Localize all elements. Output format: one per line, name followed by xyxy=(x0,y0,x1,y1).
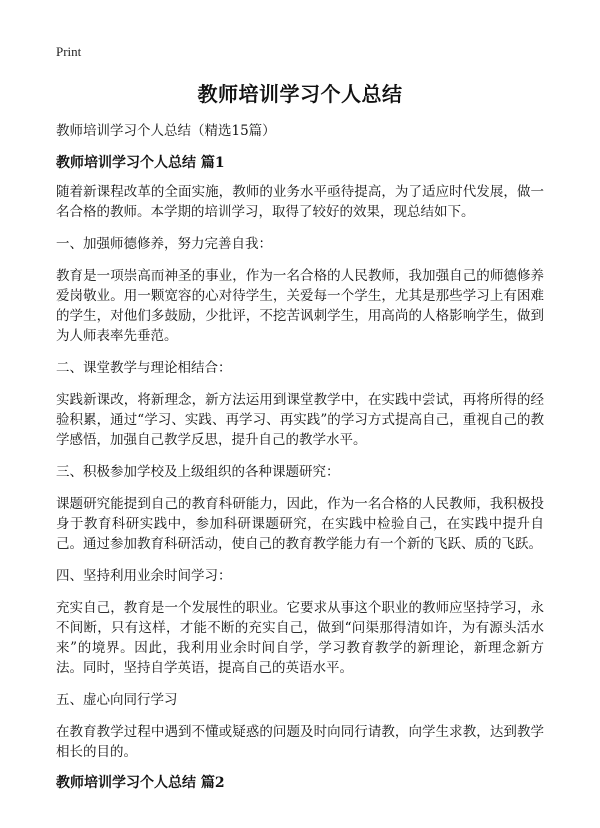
item-heading-1: 一、加强师德修养，努力完善自我： xyxy=(56,236,272,252)
section-1-intro: 随着新课程改革的全面实施，教师的业务水平亟待提高，为了适应时代发展，做一名合格的教师。本学期的培训学习，取得了较好的效果，现总结如下。 xyxy=(56,184,544,220)
section-heading-2: 教师培训学习个人总结 篇2 xyxy=(56,775,225,791)
item-heading-2: 二、课堂教学与理论相结合： xyxy=(56,360,232,376)
document-title: 教师培训学习个人总结 xyxy=(197,82,403,106)
section-heading-1: 教师培训学习个人总结 篇1 xyxy=(56,155,225,171)
item-body-5: 在教育教学过程中遇到不懂或疑惑的问题及时向同行请教，向学生求教，达到教学相长的目的。 xyxy=(56,724,544,760)
item-body-2: 实践新课改，将新理念，新方法运用到课堂教学中，在实践中尝试，再将所得的经验积累，通过“学习、实践、再学习、再实践”的学习方式提高自己，重视自己的教学感悟，加强自己教学反思，提升自己的教学水平。 xyxy=(56,392,544,448)
item-heading-3: 三、积极参加学校及上级组织的各种课题研究： xyxy=(56,464,340,480)
item-heading-5: 五、虚心向同行学习 xyxy=(56,692,178,708)
item-heading-4: 四、坚持利用业余时间学习： xyxy=(56,568,232,584)
document-subtitle: 教师培训学习个人总结（精选15篇） xyxy=(56,123,276,139)
item-body-1: 教育是一项崇高而神圣的事业，作为一名合格的人民教师，我加强自己的师德修养爱岗敬业。用一颗宽容的心对待学生，关爱每一个学生，尤其是那些学习上有困难的学生，对他们多鼓励，少批评，不挖苦讽刺学生，用高尚的人格影响学生，做到为人师表率先垂范。 xyxy=(56,268,544,344)
print-link[interactable]: Print xyxy=(56,44,82,59)
item-body-3: 课题研究能提到自己的教育科研能力，因此，作为一名合格的人民教师，我积极投身于教育科研实践中，参加科研课题研究，在实践中检验自己，在实践中提升自己。通过参加教育科研活动，使自己的教育教学能力有一个新的飞跃、质的飞跃。 xyxy=(56,496,544,552)
item-body-4: 充实自己，教育是一个发展性的职业。它要求从事这个职业的教师应坚持学习，永不间断，只有这样，才能不断的充实自己，做到“问渠那得清如许，为有源头活水来”的境界。因此，我利用业余时间自学，学习教育教学的新理论，新理念新方法。同时，坚持自学英语，提高自己的英语水平。 xyxy=(56,600,544,676)
